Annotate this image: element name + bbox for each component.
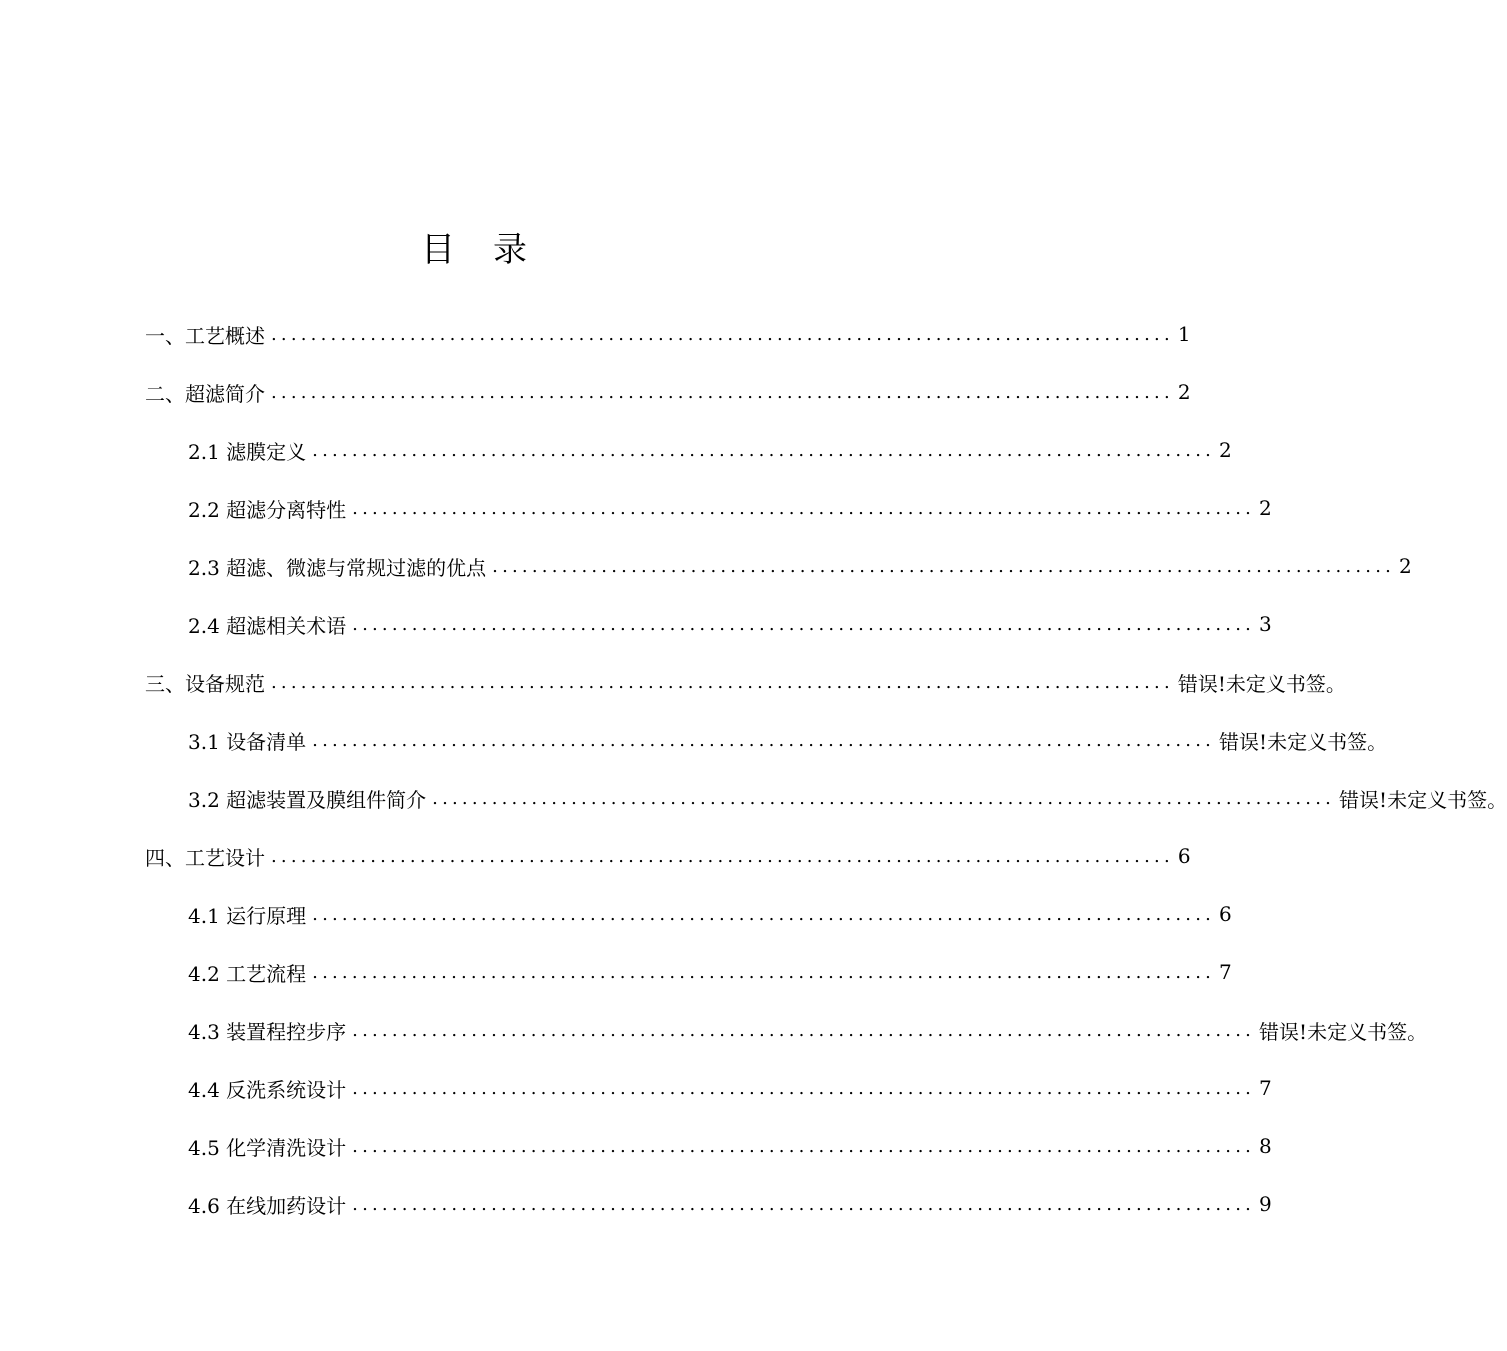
toc-entry[interactable] — [0, 421, 1232, 479]
toc-leader-dots: ........................................................................................... — [352, 1019, 1256, 1041]
toc-entry-label: 3.1 设备清单 — [188, 729, 307, 754]
toc-entry-label: 2.1 滤膜定义 — [188, 439, 307, 464]
toc-leader-dots: ........................................................................................... — [352, 1077, 1256, 1099]
toc-leader-dots: ........................................................................................... — [271, 323, 1174, 345]
toc-entry[interactable] — [0, 769, 1507, 827]
toc-entry[interactable] — [0, 1175, 1272, 1233]
toc-entry-page: 7 — [1259, 1076, 1272, 1100]
toc-entry-label: 4.1 运行原理 — [188, 903, 307, 928]
toc-leader-dots: ........................................................................................... — [432, 787, 1336, 809]
toc-leader-dots: ........................................................................................... — [492, 555, 1396, 577]
toc-entry[interactable] — [0, 363, 1191, 421]
toc-entry-page: 2 — [1259, 496, 1272, 520]
toc-entry-label: 四、工艺设计 — [145, 845, 265, 870]
toc-entry-label: 一、工艺概述 — [145, 323, 265, 348]
toc-entry[interactable] — [0, 479, 1272, 537]
toc-entry[interactable] — [0, 1059, 1272, 1117]
toc-leader-dots: ........................................................................................... — [312, 439, 1216, 461]
toc-entry-label: 三、设备规范 — [145, 671, 265, 696]
toc-entry[interactable] — [0, 885, 1232, 943]
toc-entry[interactable] — [0, 537, 1412, 595]
toc-entry-label: 2.3 超滤、微滤与常规过滤的优点 — [188, 555, 487, 580]
toc-entry-label: 4.5 化学清洗设计 — [188, 1135, 347, 1160]
toc-entry-label: 二、超滤简介 — [145, 381, 265, 406]
toc-entry[interactable] — [0, 943, 1232, 1001]
toc-leader-dots: ........................................................................................... — [352, 1135, 1256, 1157]
toc-entry-page: 1 — [1177, 322, 1191, 346]
toc-leader-dots: ........................................................................................... — [271, 671, 1174, 693]
toc-leader-dots: ........................................................................................... — [352, 613, 1256, 635]
page-title: 目 录 — [421, 230, 529, 270]
toc-entry-label: 4.4 反洗系统设计 — [188, 1077, 347, 1102]
toc-entry-page: 错误!未定义书签。 — [1259, 1019, 1428, 1044]
toc-entry-page: 错误!未定义书签。 — [1177, 671, 1346, 696]
toc-entry-page: 错误!未定义书签。 — [1219, 729, 1388, 754]
toc-entry-page: 6 — [1219, 902, 1232, 926]
toc-leader-dots: ........................................................................................... — [312, 729, 1216, 751]
toc-entry-page: 2 — [1219, 438, 1232, 462]
toc-leader-dots: ........................................................................................... — [271, 845, 1174, 867]
toc-entry-page: 7 — [1219, 960, 1232, 984]
toc-entry-page: 2 — [1399, 554, 1412, 578]
toc-leader-dots: ........................................................................................... — [352, 1193, 1256, 1215]
toc-entry[interactable] — [0, 1117, 1272, 1175]
toc-leader-dots: ........................................................................................... — [312, 961, 1216, 983]
toc-entry-label: 2.4 超滤相关术语 — [188, 613, 347, 638]
toc-leader-dots: ........................................................................................... — [352, 497, 1256, 519]
toc-entry[interactable] — [0, 653, 1346, 711]
toc-entry[interactable] — [0, 1001, 1428, 1059]
toc-entry-label: 2.2 超滤分离特性 — [188, 497, 347, 522]
toc-entry-label: 4.2 工艺流程 — [188, 961, 307, 986]
toc-entry[interactable] — [0, 711, 1388, 769]
toc-entry[interactable] — [0, 305, 1191, 363]
toc-leader-dots: ........................................................................................... — [271, 381, 1174, 403]
toc-entry-page: 6 — [1177, 844, 1191, 868]
toc-entry-label: 4.6 在线加药设计 — [188, 1193, 347, 1218]
toc-entry-page: 8 — [1259, 1134, 1272, 1158]
toc-entry[interactable] — [0, 595, 1272, 653]
toc-leader-dots: ........................................................................................... — [312, 903, 1216, 925]
table-of-contents — [0, 305, 1507, 1233]
toc-entry-page: 9 — [1259, 1192, 1272, 1216]
toc-entry-label: 3.2 超滤装置及膜组件简介 — [188, 787, 427, 812]
toc-entry-label: 4.3 装置程控步序 — [188, 1019, 347, 1044]
toc-entry[interactable] — [0, 827, 1191, 885]
toc-entry-page: 3 — [1259, 612, 1272, 636]
toc-entry-page: 错误!未定义书签。 — [1339, 787, 1507, 812]
toc-entry-page: 2 — [1177, 380, 1191, 404]
